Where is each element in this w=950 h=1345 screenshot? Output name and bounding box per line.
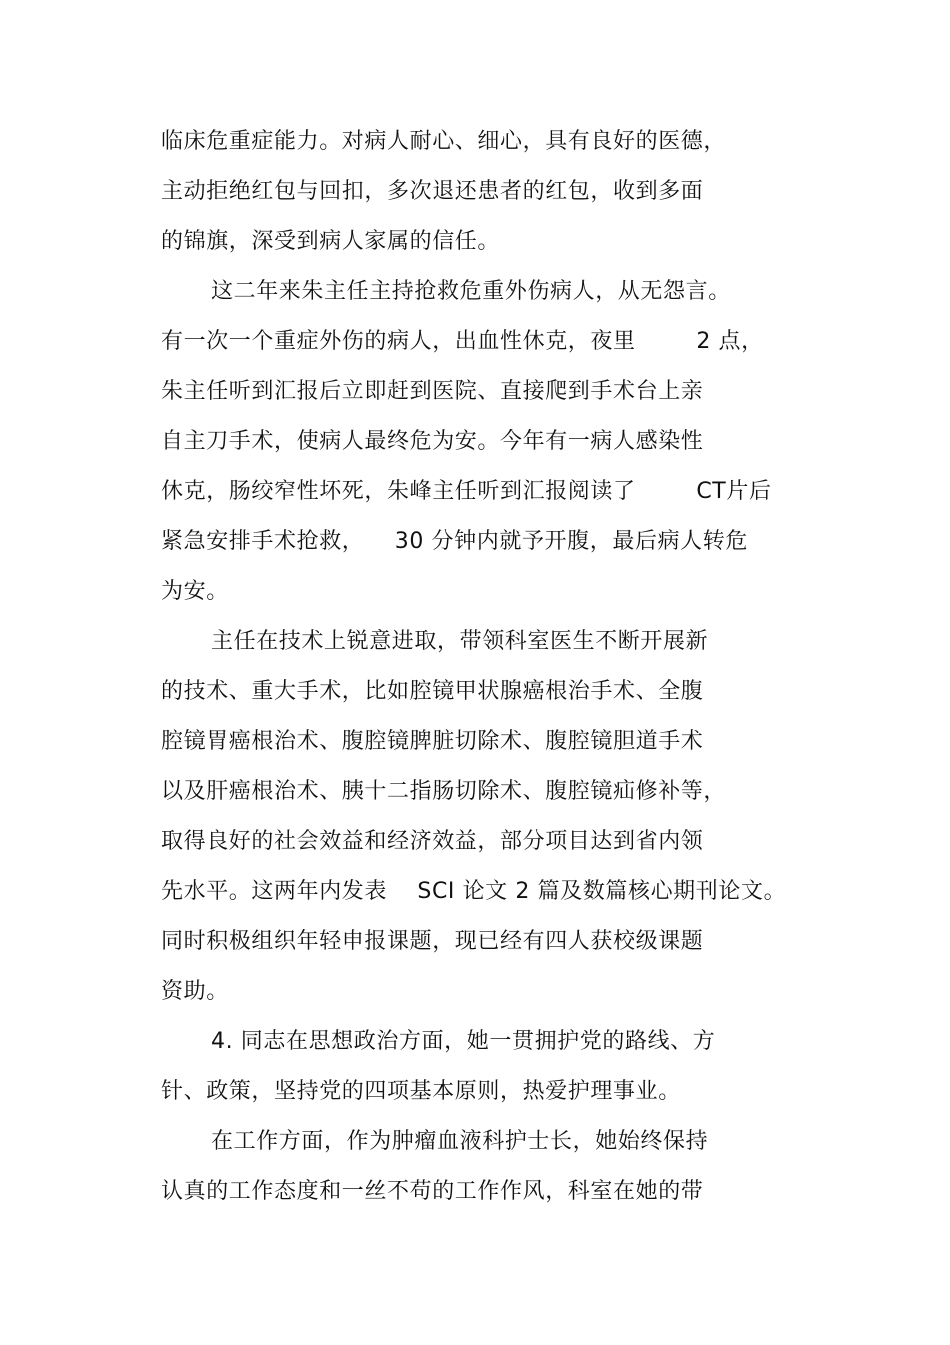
text-line: 有一次一个重症外伤的病人，出血性休克，夜里 2 点， xyxy=(161,329,764,354)
paragraph-first-line: 这二年来朱主任主持抢救危重外伤病人，从无怨言。 xyxy=(211,279,731,304)
paragraph-first-line: 主任在技术上锐意进取，带领科室医生不断开展新 xyxy=(211,629,709,654)
text-line: 先水平。这两年内发表 SCI 论文 2 篇及数篇核心期刊论文。 xyxy=(161,879,787,904)
text-line: 紧急安排手术抢救， 30 分钟内就予开腹，最后病人转危 xyxy=(161,529,748,554)
text-line: 资助。 xyxy=(161,979,229,1004)
text-line: 自主刀手术，使病人最终危为安。今年有一病人感染性 xyxy=(161,429,704,454)
paragraph-first-line: 在工作方面，作为肿瘤血液科护士长，她始终保持 xyxy=(211,1129,709,1154)
text-line: 腔镜胃癌根治术、腹腔镜脾脏切除术、腹腔镜胆道手术 xyxy=(161,729,704,754)
text-line: 主动拒绝红包与回扣，多次退还患者的红包，收到多面 xyxy=(161,179,704,204)
text-line: 针、政策，坚持党的四项基本原则，热爱护理事业。 xyxy=(161,1079,681,1104)
text-line: 朱主任听到汇报后立即赶到医院、直接爬到手术台上亲 xyxy=(161,379,704,404)
text-line: 临床危重症能力。对病人耐心、细心，具有良好的医德， xyxy=(161,129,727,154)
paragraph-first-line: 4. 同志在思想政治方面，她一贯拥护党的路线、方 xyxy=(211,1029,716,1054)
text-line: 认真的工作态度和一丝不苟的工作作风，科室在她的带 xyxy=(161,1179,704,1204)
text-line: 取得良好的社会效益和经济效益，部分项目达到省内领 xyxy=(161,829,704,854)
text-line: 同时积极组织年轻申报课题，现已经有四人获校级课题 xyxy=(161,929,704,954)
text-line: 为安。 xyxy=(161,579,229,604)
text-line: 以及肝癌根治术、胰十二指肠切除术、腹腔镜疝修补等， xyxy=(161,779,727,804)
text-line: 的锦旗，深受到病人家属的信任。 xyxy=(161,229,501,254)
text-line: 休克，肠绞窄性坏死，朱峰主任听到汇报阅读了 CT片后 xyxy=(161,479,772,504)
text-line: 的技术、重大手术，比如腔镜甲状腺癌根治手术、全腹 xyxy=(161,679,704,704)
